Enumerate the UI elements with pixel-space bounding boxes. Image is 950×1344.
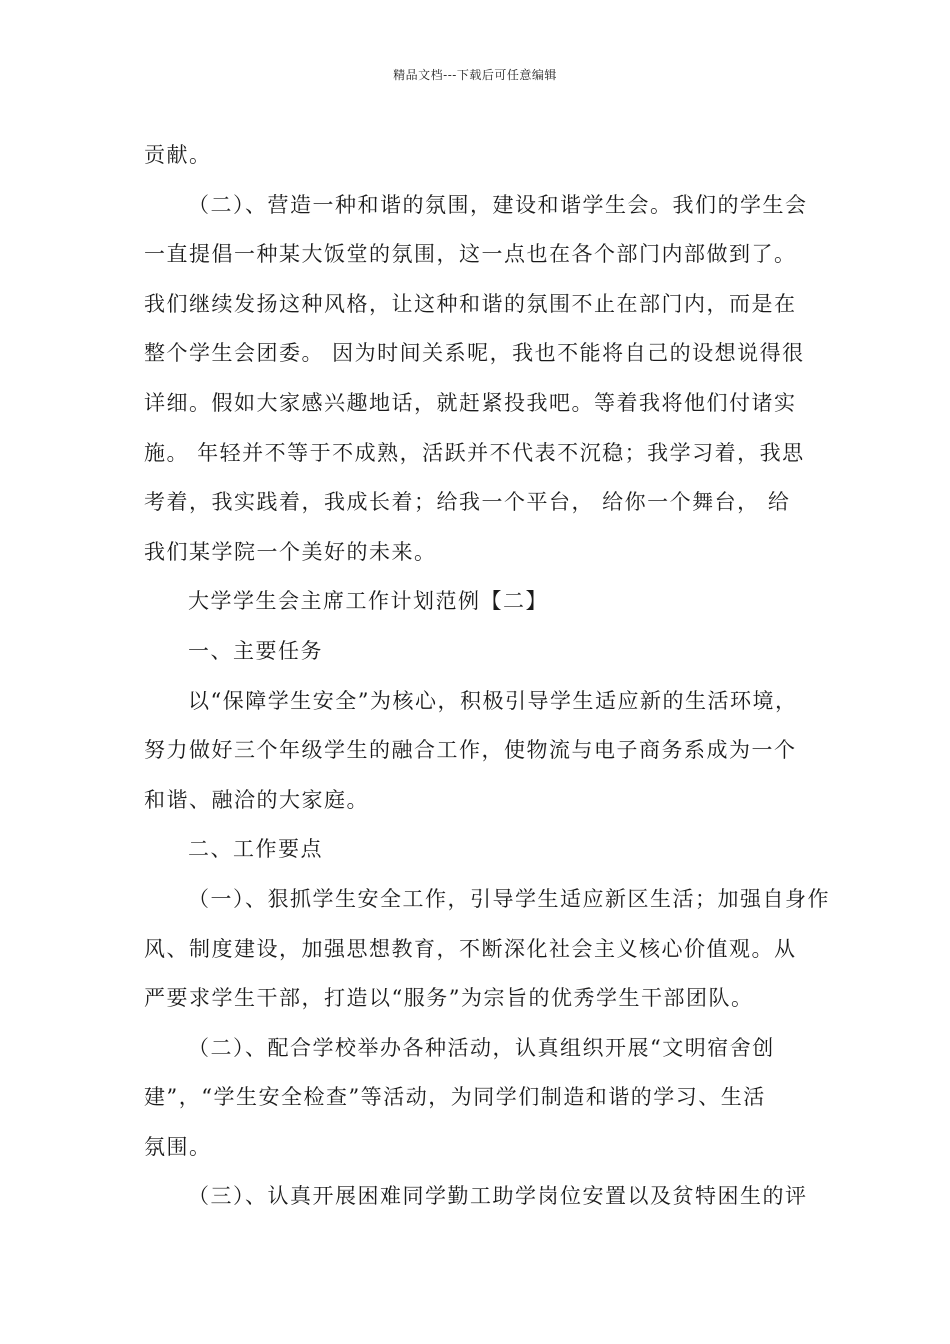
text-line: 努力做好三个年级学生的融合工作，使物流与电子商务系成为一个 (144, 738, 797, 763)
page-header: 精品文档---下载后可任意编辑 (393, 68, 557, 82)
text-line: （一）、狠抓学生安全工作，引导学生适应新区生活；加强自身作 (188, 886, 830, 911)
section-heading: 一、主要任务 (188, 638, 323, 663)
text-line: （三）、认真开展困难同学勤工助学岗位安置以及贫特困生的评 (188, 1184, 808, 1209)
text-line: 施。 年轻并不等于不成熟，活跃并不代表不沉稳；我学习着，我思 (144, 440, 805, 465)
section-title: 大学学生会主席工作计划范例【二】 (188, 589, 548, 614)
text-line: （二）、营造一种和谐的氛围，建设和谐学生会。我们的学生会 (188, 192, 808, 217)
document-body (144, 131, 830, 1222)
text-line: 一直提倡一种某大饭堂的氛围，这一点也在各个部门内部做到了。 (144, 242, 797, 267)
text-line: 考着，我实践着，我成长着；给我一个平台， 给你一个舞台， 给 (144, 490, 791, 515)
text-line: 氛围。 (144, 1134, 212, 1159)
section-heading: 二、工作要点 (188, 837, 323, 862)
text-line: 整个学生会团委。 因为时间关系呢，我也不能将自己的设想说得很 (144, 341, 805, 366)
text-line: 风、制度建设，加强思想教育，不断深化社会主义核心价值观。从 (144, 936, 797, 961)
text-line: 贡献。 (144, 143, 212, 167)
text-line: （二）、配合学校举办各种活动，认真组织开展“文明宿舍创 (188, 1035, 775, 1060)
text-line: 以“保障学生安全”为核心，积极引导学生适应新的生活环境， (188, 688, 798, 713)
text-line: 严要求学生干部，打造以“服务”为宗旨的优秀学生干部团队。 (144, 986, 754, 1011)
text-line: 和谐、融洽的大家庭。 (144, 787, 369, 812)
text-line: 详细。假如大家感兴趣地话，就赶紧投我吧。等着我将他们付诸实 (144, 390, 797, 415)
text-line: 我们某学院一个美好的未来。 (144, 539, 437, 564)
text-line: 我们继续发扬这种风格，让这种和谐的氛围不止在部门内，而是在 (144, 291, 797, 316)
text-line: 建”，“学生安全检查”等活动，为同学们制造和谐的学习、生活 (144, 1085, 766, 1110)
